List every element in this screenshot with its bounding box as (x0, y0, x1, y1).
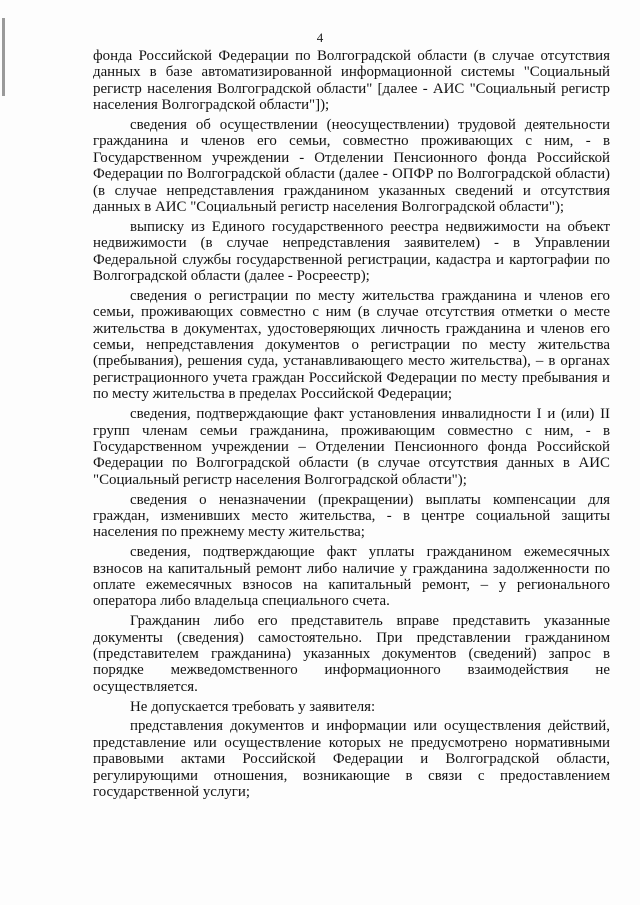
paragraph: выписку из Единого государственного реестра недвижимости на объект недвижимости (в случае непредставления заявителем) - в Управлении Федеральной службы государственной регистрации, кадастра и картографии по Волгоградской области (далее - Росреестр); (93, 218, 610, 285)
paragraph: сведения, подтверждающие факт уплаты гражданином ежемесячных взносов на капитальный ремонт либо наличие у гражданина задолженности по оплате ежемесячных взносов на капитальный ремонт, – у регионального оператора либо владельца специального счета. (93, 544, 610, 610)
paragraph: сведения, подтверждающие факт установления инвалидности I и (или) II групп членам семьи гражданина, проживающим совместно с ним, - в Государственном учреждении – Отделении Пенсионного фонда Российской Федерации по Волгоградской области (в случае отсутствия данных в АИС "Социальный регистр населения Волгоградской области"); (93, 406, 610, 488)
paragraph: Не допускается требовать у заявителя: (130, 698, 376, 715)
paragraph: сведения об осуществлении (неосуществлении) трудовой деятельности гражданина и членов его семьи, совместно проживающих с ним, - в Государственном учреждении - Отделении Пенсионного фонда Российской Федерации по Волгоградской области (далее - ОПФР по Волгоградской области) (в случае непредставления гражданином указанных сведений и отсутствия данных в АИС "Социальный регистр населения Волгоградской области"); (93, 117, 610, 216)
paragraph: сведения о регистрации по месту жительства гражданина и членов его семьи, проживающих совместно с ним (в случае отсутствия отметки о месте жительства в документах, удостоверяющих личность гражданина и членов его семьи, непредставления документов о регистрации по месту жительства (пребывания), решения суда, устанавливающего место жительства), – в органах регистрационного учета граждан Российской Федерации по месту пребывания и по месту жительства в пределах Российской Федерации; (93, 287, 610, 403)
paragraph: сведения о неназначении (прекращении) выплаты компенсации для граждан, изменивших место жительства, - в центре социальной защиты населения по прежнему месту жительства; (93, 491, 610, 541)
paragraph-continuation: фонда Российской Федерации по Волгоградской области (в случае отсутствия данных в базе автоматизированной информационной системы "Социальный регистр населения Волгоградской области" [далее - АИС "Социальный регистр населения Волгоградской области"]); (93, 48, 610, 114)
page-number: 4 (316, 30, 324, 45)
page-body (93, 48, 610, 800)
paragraph: Гражданин либо его представитель вправе представить указанные документы (сведения) самостоятельно. При представлении гражданином (представителем гражданина) указанных документов (сведений) запрос в порядке межведомственного информационного взаимодействия не осуществляется. (93, 613, 610, 695)
paragraph: представления документов и информации или осуществления действий, представление или осуществление которых не предусмотрено нормативными правовыми актами Российской Федерации и Волгоградской области, регулирующими отношения, возникающие в связи с предоставлением государственной услуги; (93, 718, 610, 800)
